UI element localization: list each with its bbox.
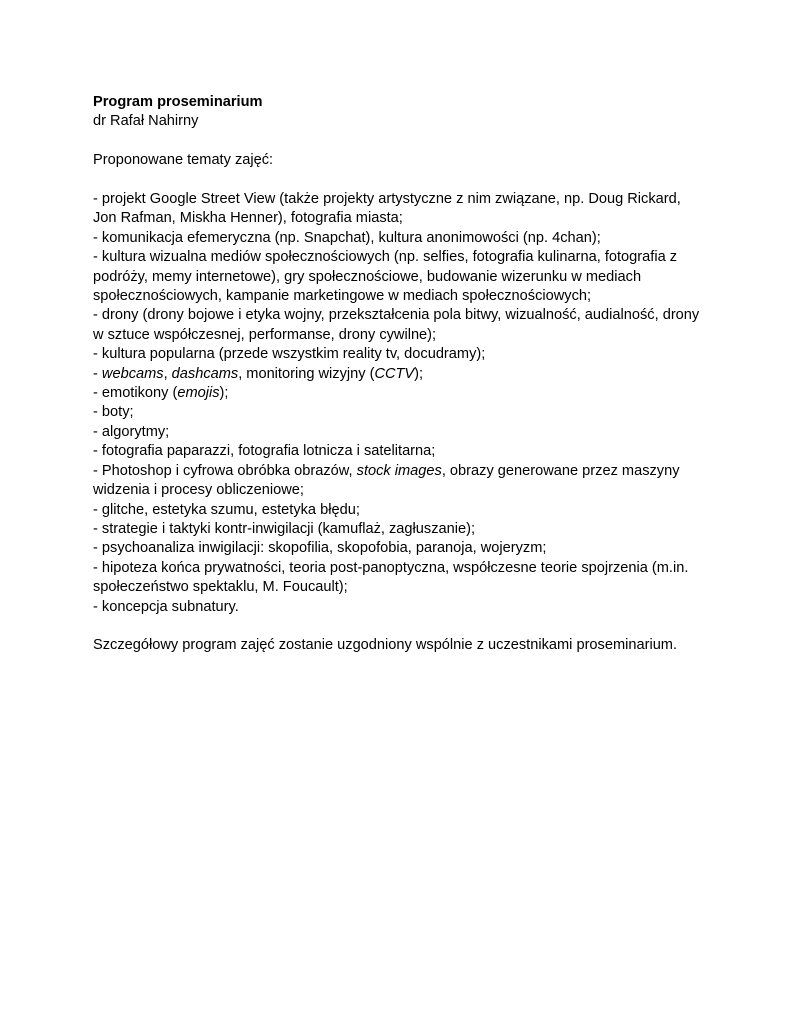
topic-text: , obrazy generowane przez maszyny widzenia i procesy obliczeniowe; bbox=[93, 462, 680, 499]
topic-term-italic: emojis bbox=[177, 385, 220, 402]
topic-item bbox=[93, 539, 703, 558]
topic-text: - Photoshop i cyfrowa obróbka obrazów, bbox=[93, 462, 357, 479]
author-name: dr Rafał Nahirny bbox=[93, 113, 199, 130]
topic-text: - hipoteza końca prywatności, teoria post-panoptyczna, współczesne teorie spojrzenia (m.in. społeczeństwo spektaklu, M. Foucault); bbox=[93, 559, 689, 596]
spacer bbox=[93, 171, 703, 190]
topics-intro: Proponowane tematy zajęć: bbox=[93, 152, 274, 169]
topic-item bbox=[93, 501, 703, 520]
topic-text: - psychoanaliza inwigilacji: skopofilia, skopofobia, paranoja, wojeryzm; bbox=[93, 540, 547, 557]
topic-item bbox=[93, 442, 703, 461]
topic-text: - algorytmy; bbox=[93, 423, 170, 440]
topic-text: - koncepcja subnatury. bbox=[93, 598, 239, 615]
topic-text: , bbox=[163, 365, 172, 382]
topic-item bbox=[93, 190, 703, 229]
spacer bbox=[93, 617, 703, 636]
topic-item bbox=[93, 384, 703, 403]
topic-item bbox=[93, 559, 703, 598]
topic-text: ); bbox=[414, 365, 424, 382]
topic-text: - boty; bbox=[93, 404, 134, 421]
topic-item bbox=[93, 462, 703, 501]
topic-text: - kultura popularna (przede wszystkim reality tv, docudramy); bbox=[93, 346, 486, 363]
topic-text: - bbox=[93, 365, 102, 382]
topic-term-italic: webcams bbox=[101, 365, 164, 382]
closing-note: Szczegółowy program zajęć zostanie uzgodniony wspólnie z uczestnikami proseminarium. bbox=[93, 637, 678, 654]
topic-item bbox=[93, 306, 703, 345]
document-title: Program proseminarium bbox=[93, 94, 263, 110]
topic-term-italic: stock images bbox=[356, 462, 442, 479]
document-page bbox=[93, 93, 703, 656]
topic-item bbox=[93, 229, 703, 248]
topic-item bbox=[93, 248, 703, 306]
topic-text: - kultura wizualna mediów społecznościowych (np. selfies, fotografia kulinarna, fotografia z podróży, memy internetowe), gry społecznościowe, budowanie wizerunku w mediach społecznościowych, kampanie marketingowe w mediach społecznościowych; bbox=[93, 249, 678, 305]
topic-text: , monitoring wizyjny ( bbox=[238, 365, 375, 382]
topics-list bbox=[93, 190, 703, 617]
topic-text: - drony (drony bojowe i etyka wojny, przekształcenia pola bitwy, wizualność, audialność, drony w sztuce współczesnej, performanse, drony cywilne); bbox=[93, 307, 700, 343]
topic-text: - projekt Google Street View (także projekty artystyczne z nim związane, np. Doug Rickard, Jon Rafman, Miskha Henner), fotografia miasta; bbox=[93, 191, 681, 227]
topic-item bbox=[93, 345, 703, 364]
topic-item bbox=[93, 403, 703, 422]
topic-term-italic: CCTV bbox=[374, 365, 415, 382]
topic-text: - emotikony ( bbox=[93, 385, 178, 402]
topic-text: - glitche, estetyka szumu, estetyka błędu; bbox=[93, 501, 360, 518]
spacer bbox=[93, 132, 703, 151]
topic-term-italic: dashcams bbox=[171, 365, 239, 382]
topic-item bbox=[93, 520, 703, 539]
topic-item bbox=[93, 598, 703, 617]
topic-text: - strategie i taktyki kontr-inwigilacji (kamuflaż, zagłuszanie); bbox=[93, 520, 476, 537]
topic-text: - fotografia paparazzi, fotografia lotnicza i satelitarna; bbox=[93, 443, 436, 460]
topic-item bbox=[93, 365, 703, 384]
topic-item bbox=[93, 423, 703, 442]
topic-text: - komunikacja efemeryczna (np. Snapchat), kultura anonimowości (np. 4chan); bbox=[93, 229, 601, 246]
topic-text: ); bbox=[219, 385, 229, 402]
